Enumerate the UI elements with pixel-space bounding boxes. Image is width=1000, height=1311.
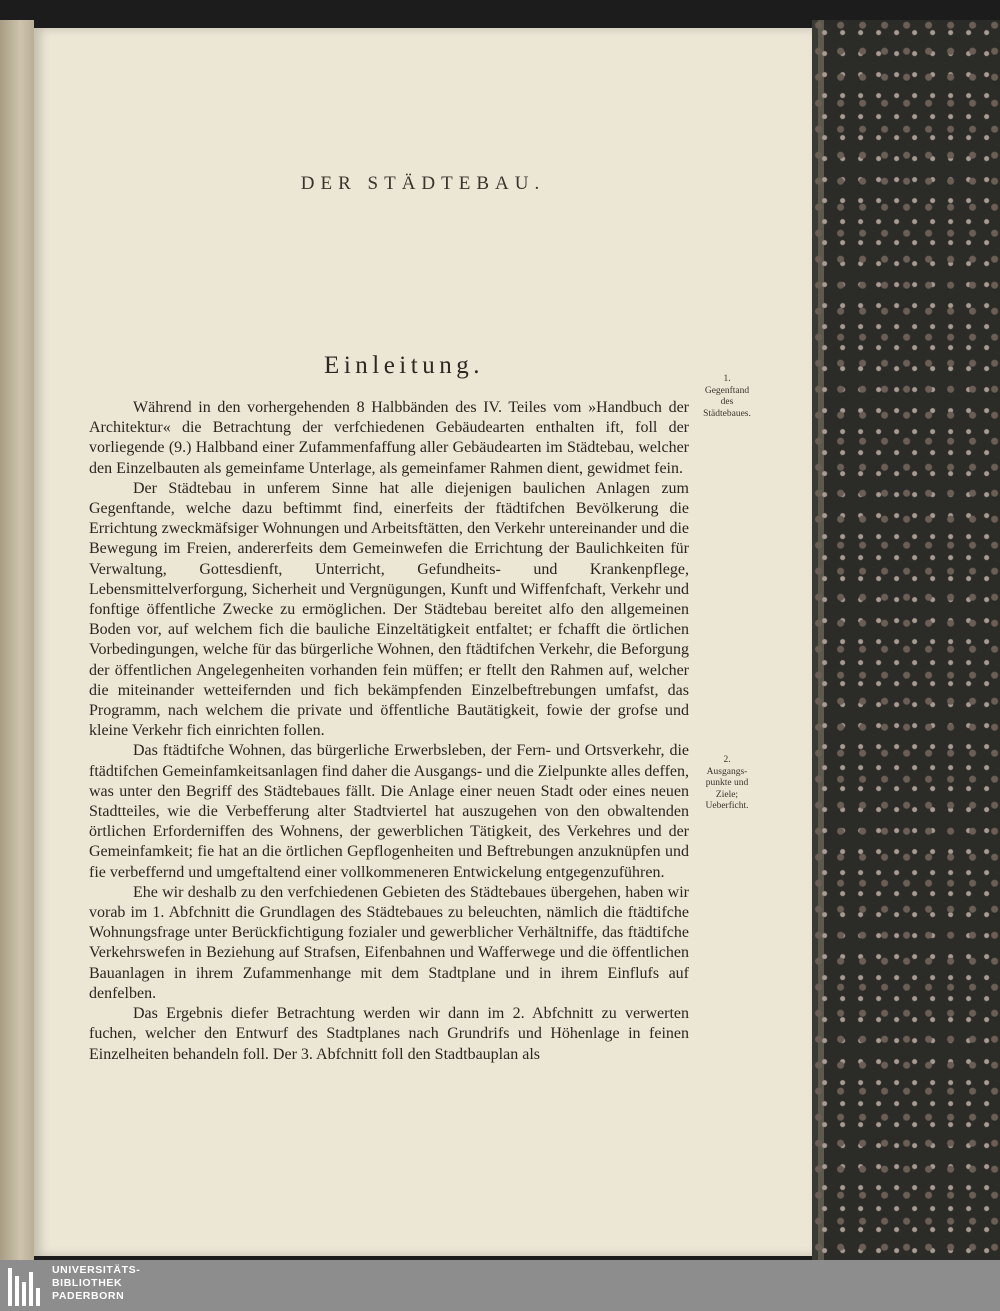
margin-note-line: Ausgangs- [706,766,748,777]
margin-note-line: Gegenftand [704,385,750,396]
library-footer-bar [0,1260,1000,1311]
paragraph: Das ftädtifche Wohnen, das bürgerliche Erwerbsleben, der Fern- und Ortsverkehr, die ftädtifchen Gemeinfamkeitsanlagen find daher die Ausgangs- und die Zielpunkte alles deffen, was unter den Begriff des Städtebaues fällt. Die Anlage einer neuen Stadt oder eines neuen Stadtteiles, wie die Verbefferung alter Stadtviertel hat auszugehen von den obwaltenden örtlichen Erforderniffen des Wohnens, der gewerblichen Tätigkeit, des Verkehres und der Gemeinfamkeit; fie hat an die örtlichen Gepflogenheiten und Beftrebungen anzuknüpfen und fie verbeffernd und umgeftaltend einer vollkommeneren Entwickelung entgegenzuführen. [89,742,689,881]
library-logo-icon [6,1266,46,1306]
facing-page-edge [0,20,34,1260]
margin-note-number: 2. [723,755,731,765]
margin-note-line: punkte und [705,778,749,788]
margin-note-line: Städtebaues. [703,408,751,419]
book-cover-edge [812,20,1000,1260]
paragraph: Der Städtebau in unferem Sinne hat alle diejenigen baulichen Anlagen zum Gegenftande, welche dazu beftimmt find, einerfeits der ftädtifchen Bevölkerung die Errichtung zweckmäfsiger Wohnungen und Arbeitsftätten, den Verkehr untereinander und die Bewegung im Freien, andererfeits dem Gemeinwefen die Errichtung der Baulichkeiten für Verwaltung, Gottesdienft, Unterricht, Gefundheits- und Krankenpflege, Lebensmittelverforgung, Sicherheit und Vergnügungen, Kunft und Wiffenfchaft, Verkehr und fonftige öffentliche Zwecke zu ermöglichen. Der Städtebau bereitet alfo den allgemeinen Boden vor, auf welchem fich die bauliche Einzeltätigkeit entfaltet; er fchafft die örtlichen Vorbedingungen, welche für das bürgerliche Wohnen, den ftädtifchen Verkehr, die Beforgung der öffentlichen Angelegenheiten vorhanden fein müffen; er ftellt den Rahmen auf, welcher die miteinander wetteifernden und fich bekämpfenden Einzelbeftrebungen umfafst, das Programm, nach welchem die private und öffentliche Bautätigkeit, fowie der grofse und kleine Verkehr fich einrichten follen. [89,479,689,740]
paragraph: Während in den vorhergehenden 8 Halbbänden des IV. Teiles vom »Handbuch der Architektur« die Betrachtung der verfchiedenen Gebäudearten enthalten ift, foll der vorliegende (9.) Halbband einer Zufammenfaffung aller Gebäudearten im Städtebau, welcher den Einzelbauten als gemeinfame Unterlage, als gemeinfamer Rahmen dient, gewidmet fein. [89,399,689,477]
body-text [89,398,689,1065]
paragraph: Das Ergebnis diefer Betrachtung werden wir dann im 2. Abfchnitt zu verwerten fuchen, welcher den Entwurf des Stadtplanes nach Grundrifs und Höhenlage in feinen Einzelheiten behandeln foll. Der 3. Abfchnitt foll den Stadtbauplan als [89,1005,689,1063]
margin-note-2 [686,755,768,813]
chapter-title: Einleitung. [324,352,484,379]
book-page [34,28,812,1256]
margin-note-line: des [720,397,734,407]
library-logo-text [52,1264,140,1303]
running-header: DER STÄDTEBAU. [300,173,546,194]
margin-note-1 [686,374,768,420]
margin-note-line: Ziele; [715,789,739,800]
logo-line: BIBLIOTHEK [52,1277,123,1289]
margin-note-line: Ueberficht. [705,801,749,811]
logo-line: PADERBORN [52,1290,125,1302]
paragraph: Ehe wir deshalb zu den verfchiedenen Gebieten des Städtebaues übergehen, haben wir vorab im 1. Abfchnitt die Grundlagen des Städtebaues zu beleuchten, nämlich die ftädtifche Wohnungsfrage unter Berückfichtigung fozialer und gewerblicher Verhältniffe, das ftädtifche Verkehrswefen in Beziehung auf Strafsen, Eifenbahnen und Wafferwege und die öffentlichen Bauanlagen in ihrem Zufammenhange mit dem Stadtplane und in ihrem Einflufs auf denfelben. [89,883,689,1002]
logo-line: UNIVERSITÄTS- [52,1264,141,1276]
margin-note-number: 1. [723,374,731,384]
